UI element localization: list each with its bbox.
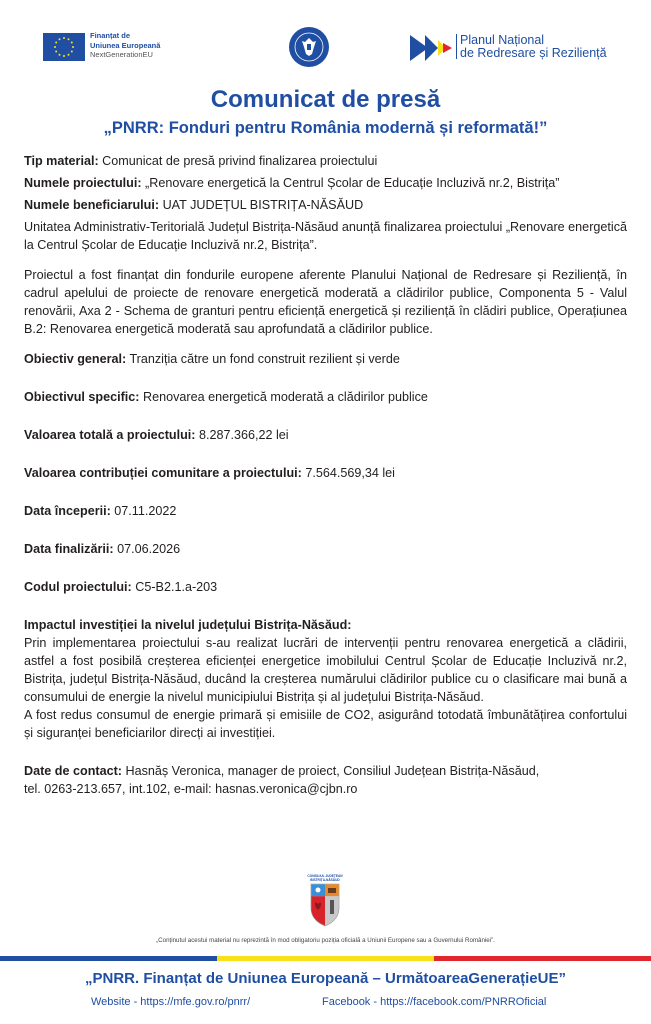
svg-text:CONSILIUL JUDEȚEAN: CONSILIUL JUDEȚEAN: [307, 874, 343, 878]
eu-funding-logo-text: [90, 31, 160, 60]
detail-item: [24, 502, 627, 520]
detail-item: [24, 426, 627, 444]
contact-line-2: tel. 0263-213.657, int.102, e-mail: hasnas.veronica@cjbn.ro: [24, 782, 358, 796]
impact-paragraph-2: A fost redus consumul de energie primară și emisiile de CO2, asigurând totodată îmbunătățirea confortului și siguranței beneficiarilor direcți ai investiției.: [24, 708, 627, 740]
detail-label: Obiectivul specific:: [24, 390, 140, 404]
detail-item: [24, 540, 627, 558]
impact-heading: Impactul investiției la nivelul județului Bistrița-Năsăud:: [24, 618, 352, 632]
press-release-body: [24, 152, 627, 798]
eu-logo-line1: Finanțat de: [90, 31, 131, 40]
detail-value: Tranziția către un fond construit rezilient și verde: [126, 352, 400, 366]
detail-label: Valoarea totală a proiectului:: [24, 428, 196, 442]
pnrr-logo-line1: Planul Național: [460, 33, 545, 47]
field-value: Comunicat de presă privind finalizarea proiectului: [98, 154, 378, 168]
field-value: UAT JUDEȚUL BISTRIȚA-NĂSĂUD: [159, 198, 364, 212]
intro-paragraph: Unitatea Administrativ-Teritorială Județul Bistrița-Năsăud anunță finalizarea proiectului „Renovare energetică la Centrul Școlar de Educație Incluzivă nr.2, Bistrița”.: [24, 220, 627, 252]
detail-value: 07.11.2022: [110, 504, 177, 518]
contact-line-1: [24, 762, 627, 780]
eu-flag-icon: [43, 33, 85, 61]
facebook-link[interactable]: Facebook - https://facebook.com/PNRROficial: [322, 996, 547, 1008]
eu-logo-line2: Uniunea Europeană: [90, 40, 161, 50]
website-link[interactable]: Website - https://mfe.gov.ro/pnrr/: [91, 996, 251, 1008]
footer-slogan: „PNRR. Finanțat de Uniunea Europeană – UrmătoareaGenerațieUE”: [85, 970, 566, 987]
field-tip-material: [24, 152, 627, 170]
county-coat-of-arms-icon: [303, 872, 347, 928]
field-nume-proiect: [24, 174, 627, 192]
flag-stripe-blue: [0, 956, 217, 961]
detail-value: 7.564.569,34 lei: [301, 466, 395, 480]
field-value: „Renovare energetică la Centrul Școlar de Educație Incluzivă nr.2, Bistrița”: [141, 176, 560, 190]
detail-item: [24, 350, 627, 368]
page-title: Comunicat de presă: [210, 86, 441, 113]
contact-label: Date de contact:: [24, 764, 122, 778]
field-label: Numele proiectului:: [24, 176, 142, 190]
detail-value: C5-B2.1.a-203: [131, 580, 218, 594]
flag-stripe-yellow: [217, 956, 434, 961]
pnrr-logo-line2: de Redresare și Reziliență: [460, 45, 607, 60]
pnrr-arrows-icon: [410, 35, 454, 66]
detail-item: [24, 464, 627, 482]
field-label: Numele beneficiarului:: [24, 198, 160, 212]
detail-item: [24, 388, 627, 406]
detail-label: Data finalizării:: [24, 542, 114, 556]
detail-label: Data începerii:: [24, 504, 111, 518]
svg-text:BISTRIȚA-NĂSĂUD: BISTRIȚA-NĂSĂUD: [310, 878, 340, 882]
detail-value: 8.287.366,22 lei: [195, 428, 289, 442]
detail-value: 07.06.2026: [113, 542, 181, 556]
details-list: [24, 350, 627, 596]
romanian-government-seal-icon: [288, 26, 330, 68]
detail-item: [24, 578, 627, 596]
flag-stripe-red: [434, 956, 651, 961]
detail-value: Renovarea energetică moderată a clădirilor publice: [139, 390, 428, 404]
eu-logo-line3: NextGenerationEU: [90, 50, 153, 59]
field-nume-beneficiar: [24, 196, 627, 214]
disclaimer: „Conținutul acestui material nu reprezintă în mod obligatoriu poziția oficială a Uniunii Europene sau a Guvernului României”.: [156, 937, 495, 944]
financing-paragraph: Proiectul a fost finanțat din fondurile europene aferente Planului Național de Redresare și Reziliență, în cadrul apelului de proiecte de renovare energetică moderată a clădirilor publice, Componenta 5 - Valul renovării, Axa 2 - Schema de granturi pentru eficiență energetică și reziliență în clădiri publice, Operațiunea B.2: Renovarea energetică moderată sau aprofundată a clădirilor publice.: [24, 268, 627, 336]
field-label: Tip material:: [24, 154, 99, 168]
detail-label: Obiectiv general:: [24, 352, 127, 366]
page-subtitle: „PNRR: Fonduri pentru România modernă și reformată!”: [103, 119, 548, 137]
contact-value: Hasnăș Veronica, manager de proiect, Consiliul Județean Bistrița-Năsăud,: [121, 764, 540, 778]
pnrr-logo-text: [456, 34, 607, 59]
impact-paragraph-1: Prin implementarea proiectului s-au realizat lucrări de intervenții pentru renovarea energetică a clădirii, astfel a fost posibilă creșterea eficienței energetice imobilului Centrul Școlar de Educație Incluzivă nr.2, Bistrița, județul Bistrița-Năsăud, ducând la creșterea numărului clădirilor publice cu o clasificare mai bună a consumului de energie la nivelul municipiului Bistrița și al județului Bistrița-Năsăud.: [24, 636, 627, 704]
detail-label: Valoarea contribuției comunitare a proiectului:: [24, 466, 302, 480]
detail-label: Codul proiectului:: [24, 580, 132, 594]
